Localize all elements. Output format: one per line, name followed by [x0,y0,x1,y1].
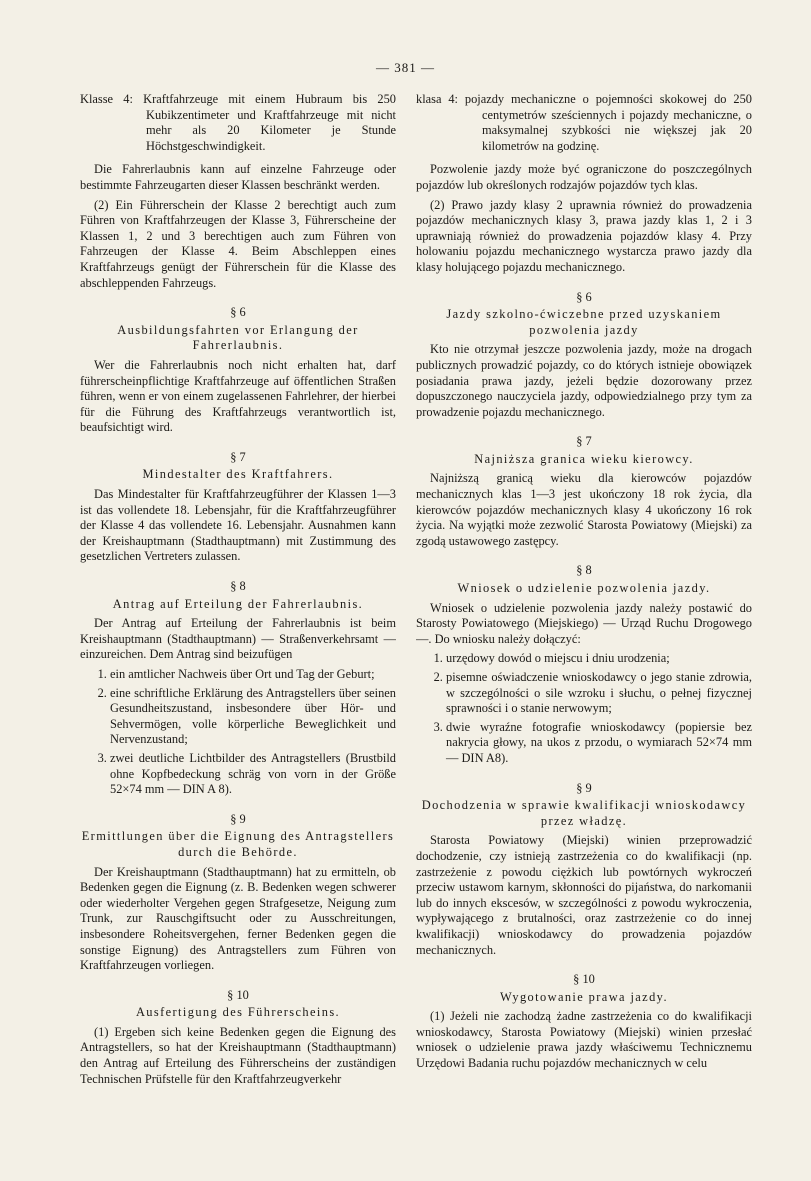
restriction-paragraph: Die Fahrerlaubnis kann auf einzelne Fahrzeuge oder bestimmte Fahrzeugarten dieser Klassen beschränkt werden. [80,162,396,192]
section-6-number: § 6 [230,305,246,320]
section-8-number: § 8 [230,579,246,594]
section-10-title: Ausfertigung des Führerscheins. [135,1005,341,1020]
list-item: 3. zwei deutliche Lichtbilder des Antragstellers (Brustbild ohne Kopfbedeckung schräg von vorn in der Größe 52×74 mm — DIN A 8). [110,751,396,798]
polish-column [416,92,752,1172]
section-7-title: Mindestalter des Kraftfahrers. [142,467,334,482]
section-6-text: Wer die Fahrerlaubnis noch nicht erhalten hat, darf führerscheinpflichtige Kraftfahrzeuge auf öffentlichen Straßen führen, wenn er von einem zugelassenen Fahrlehrer, der hierbei für die Führung des Kraftfahrzeugs verantwortlich ist, beaufsichtigt wird. [80,357,396,435]
section-10-number: § 10 [227,987,249,1002]
section-9-text: Der Kreishauptmann (Stadthauptmann) hat zu ermitteln, ob Bedenken gegen die Eignung (z. B. Bedenken wegen schwerer oder wiederholter Vergehen gegen Strafgesetze, Neigung zum Trunk, zur Rauschgiftsucht oder zu Ausschreitungen, insbesondere Roheitsvergehen, ferner Bedenken gegen die sonstige Eignung) des Antragstellers zum Führen von Kraftfahrzeugen vorliegen. [80,864,396,973]
section-8-text: Wniosek o udzielenie pozwolenia jazdy należy postawić do Starosty Powiatowego (Miejskiego) — Urząd Ruchu Drogowego —. Do wniosku należy dołączyć: [416,600,752,646]
section-8-title: Antrag auf Erteilung der Fahrerlaubnis. [112,596,364,611]
section-7-number: § 7 [230,449,246,464]
section-9-title: Dochodzenia w sprawie kwalifikacji wnioskodawcy przez władzę. [421,798,747,828]
section-7-text: Das Mindestalter für Kraftfahrzeugführer der Klassen 1—3 ist das vollendete 18. Lebensjahr, für die Kraftfahrzeugführer der Klasse 4 das vollendete 16. Lebensjahr. Ausnahmen kann der Kreishauptmann (Stadthauptmann) mit Zustimmung des gesetzlichen Vertreters zulassen. [80,487,396,564]
section-9-text: Starosta Powiatowy (Miejski) winien przeprowadzić dochodzenie, czy istnieją zastrzeżenia co do kwalifikacji (np. zastrzeżenie z powodu ciężkich lub powtórnych wykroczeń przeciw ustawom karnym, skłonności do pijaństwa, do narkomanii lub do innych ekscesów, w szczególności z powodu wykroczenia, wypływającego z brutalności, oraz zastrzeżenie co do innej kwalifikacji) wnioskodawcy do prowadzenia pojazdów mechanicznych. [416,833,752,957]
section-10-text: (1) Ergeben sich keine Bedenken gegen die Eignung des Antragstellers, so hat der Kreishauptmann (Stadthauptmann) den Antrag auf Erteilung des Führerscheins der zuständigen Technischen Prüfstelle für den Kraftfahrzeugverkehr [80,1024,396,1086]
section-10-title: Wygotowanie prawa jazdy. [500,989,668,1004]
section-8-list [80,667,396,798]
list-item: 2. pisemne oświadczenie wnioskodawcy o jego stanie zdrowia, w szczególności o sile wzroku i słuchu, o pełnej fizycznej sprawności i o stanie nerwowym; [446,670,752,717]
section-8-list [416,651,752,766]
restriction-paragraph: Pozwolenie jazdy może być ograniczone do poszczególnych pojazdów lub określonych rodzajów pojazdów tych klas. [416,162,752,192]
page-number: — 381 — [376,60,435,75]
section-9-title: Ermittlungen über die Eignung des Antragstellers durch die Behörde. [81,829,395,859]
section-9-number: § 9 [230,811,246,826]
german-column [80,92,396,1172]
section-8-title: Wniosek o udzielenie pozwolenia jazdy. [457,581,711,596]
section-10-text: (1) Jeżeli nie zachodzą żadne zastrzeżenia co do kwalifikacji wnioskodawcy, Starosta Powiatowy (Miejski) winien przesłać wniosek o udzielenie prawa jazdy właściwemu Technicznemu Urzędowi Badania ruchu pojazdów mechanicznych w celu [416,1009,752,1071]
section-6-number: § 6 [576,289,592,304]
list-item: 1. urzędowy dowód o miejscu i dniu urodzenia; [446,651,752,667]
section-8-number: § 8 [576,563,592,578]
klasa-4-paragraph: klasa 4: pojazdy mechaniczne o pojemności skokowej do 250 centymetrów sześciennych i pojazdy mechaniczne, o maksymalnej szybkości nie większej jak 20 kilometrów na godzinę. [416,92,752,153]
section-7-title: Najniższa granica wieku kierowcy. [474,451,694,466]
list-item: 3. dwie wyraźne fotografie wnioskodawcy (popiersie bez nakrycia głowy, na ukos z przodu, o wymiarach 52×74 mm — DIN A8). [446,720,752,767]
section-6-title: Ausbildungsfahrten vor Erlangung der Fahrerlaubnis. [117,322,359,353]
section-10-number: § 10 [573,972,595,987]
klasse-4-paragraph: Klasse 4: Kraftfahrzeuge mit einem Hubraum bis 250 Kubikzentimeter und Kraftfahrzeuge mit nicht mehr als 20 Kilometer je Stunde Höchstgeschwindigkeit. [80,92,396,153]
section-7-text: Najniższą granicą wieku dla kierowców pojazdów mechanicznych klas 1—3 jest ukończony 18 rok życia, dla kierowców pojazdów mechanicznych klasy 4 ukończony 16 rok życia. Na wyjątki może zezwolić Starosta Powiatowy (Miejski) za zgodą ustawowego zastępcy. [416,471,752,548]
section-9-number: § 9 [576,780,592,795]
section-6-title: Jazdy szkolno-ćwiczebne przed uzyskaniem pozwolenia jazdy [446,307,722,337]
section-6-text: Kto nie otrzymał jeszcze pozwolenia jazdy, może na drogach publicznych prowadzić pojazdy, co do których istnieje obowiązek posiadania prawa jazdy, jeżeli będzie dozorowany przez dopuszczonego nauczyciela jazdy, odpowiedzialnego przy tym za prowadzenie pojazdu mechanicznego. [416,342,752,419]
list-item: 1. ein amtlicher Nachweis über Ort und Tag der Geburt; [110,667,396,683]
paragraph-2: (2) Prawo jazdy klasy 2 uprawnia również do prowadzenia pojazdów mechanicznych klasy 3, prawa jazdy klas 1, 2 i 3 uprawniają również do prowadzenia pojazdów klasy 4. Przy holowaniu pojazdu mechanicznego wystarcza prawo jazdy dla klasy holującego pojazdu mechanicznego. [416,197,752,274]
section-7-number: § 7 [576,434,592,449]
paragraph-2: (2) Ein Führerschein der Klasse 2 berechtigt auch zum Führen von Kraftfahrzeugen der Klasse 3, Führerscheine der Klassen 1, 2 und 3 berechtigen auch zum Führen von Fahrzeugen der Klasse 4. Beim Abschleppen eines Kraftfahrzeugs genügt der Führerschein für die Klasse des abschleppenden Fahrzeugs. [80,197,396,290]
section-8-text: Der Antrag auf Erteilung der Fahrerlaubnis ist beim Kreishauptmann (Stadthauptmann) — Straßenverkehrsamt — einzureichen. Dem Antrag sind beizufügen [80,616,396,662]
list-item: 2. eine schriftliche Erklärung des Antragstellers über seinen Gesundheitszustand, insbesondere über Hör- und Sehvermögen, volle körperliche Beweglichkeit und Nervenzustand; [110,686,396,748]
